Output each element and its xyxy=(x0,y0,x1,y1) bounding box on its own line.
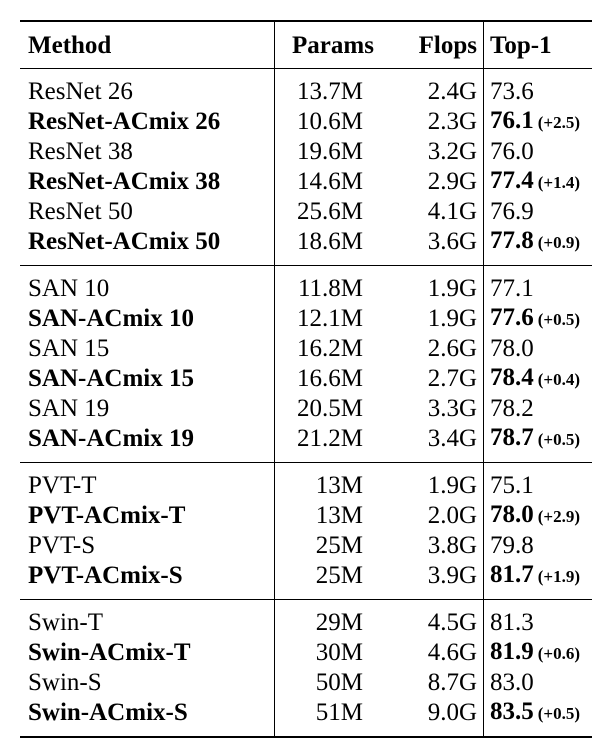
top1-value: 77.1 xyxy=(490,275,534,302)
method-cell: ResNet-ACmix 26 xyxy=(28,108,221,135)
flops-cell: 3.6G xyxy=(427,228,477,255)
params-cell: 21.2M xyxy=(275,423,392,463)
table-row xyxy=(20,166,592,197)
params-cell: 50M xyxy=(275,668,392,697)
top1-gain: (+2.5) xyxy=(537,113,581,132)
flops-cell: 3.4G xyxy=(427,425,477,452)
method-cell: ResNet-ACmix 38 xyxy=(28,168,221,195)
header-params: Params xyxy=(275,21,392,69)
results-table xyxy=(20,20,592,738)
flops-cell: 2.3G xyxy=(427,108,477,135)
flops-cell: 3.2G xyxy=(427,138,477,165)
params-cell: 19.6M xyxy=(275,137,392,166)
table-row xyxy=(20,600,592,638)
params-cell: 13M xyxy=(275,463,392,501)
method-cell: PVT-T xyxy=(20,463,275,501)
header-top1: Top-1 xyxy=(484,21,593,69)
top1-value: 75.1 xyxy=(490,472,534,499)
table-body xyxy=(20,69,592,738)
method-cell: SAN-ACmix 15 xyxy=(28,365,194,392)
flops-cell: 1.9G xyxy=(391,463,484,501)
table-row xyxy=(20,226,592,266)
top1-cell xyxy=(484,560,593,600)
top1-value: 78.2 xyxy=(490,395,534,422)
top1-gain: (+1.4) xyxy=(537,173,581,192)
method-cell: PVT-ACmix-S xyxy=(28,562,183,589)
top1-gain: (+0.9) xyxy=(537,233,581,252)
table-row xyxy=(20,363,592,394)
params-cell: 18.6M xyxy=(275,226,392,266)
top1-value: 83.5 xyxy=(490,698,534,725)
flops-cell: 9.0G xyxy=(391,697,484,737)
method-cell: ResNet 26 xyxy=(20,69,275,107)
flops-cell: 2.6G xyxy=(427,335,477,362)
method-cell: ResNet 38 xyxy=(28,138,133,165)
top1-cell xyxy=(484,166,593,197)
top1-cell xyxy=(484,668,593,697)
header-method: Method xyxy=(20,21,275,69)
params-cell: 10.6M xyxy=(275,106,392,137)
top1-value: 81.9 xyxy=(490,638,534,665)
params-cell: 51M xyxy=(275,697,392,737)
method-cell: SAN-ACmix 10 xyxy=(28,305,194,332)
top1-value: 76.1 xyxy=(490,107,534,134)
params-cell: 13.7M xyxy=(275,69,392,107)
top1-cell xyxy=(484,637,593,668)
table-row xyxy=(20,531,592,560)
params-cell: 14.6M xyxy=(275,166,392,197)
flops-cell: 4.5G xyxy=(391,600,484,638)
flops-cell: 3.8G xyxy=(427,532,477,559)
top1-cell xyxy=(484,363,593,394)
top1-value: 77.8 xyxy=(490,227,534,254)
top1-value: 77.4 xyxy=(490,167,534,194)
top1-gain: (+1.9) xyxy=(537,567,581,586)
top1-value: 83.0 xyxy=(490,669,534,696)
params-cell: 16.6M xyxy=(275,363,392,394)
top1-gain: (+2.9) xyxy=(537,507,581,526)
table-row xyxy=(20,637,592,668)
table-row xyxy=(20,463,592,501)
top1-cell xyxy=(484,531,593,560)
method-cell: SAN-ACmix 19 xyxy=(28,425,194,452)
flops-cell: 2.9G xyxy=(427,168,477,195)
top1-cell xyxy=(484,463,593,501)
method-cell: Swin-ACmix-S xyxy=(20,697,275,737)
method-cell: Swin-T xyxy=(20,600,275,638)
top1-gain: (+0.5) xyxy=(537,310,581,329)
top1-cell xyxy=(484,137,593,166)
top1-cell xyxy=(484,106,593,137)
params-cell: 30M xyxy=(275,637,392,668)
params-cell: 25M xyxy=(275,560,392,600)
top1-value: 76.9 xyxy=(490,198,534,225)
top1-cell xyxy=(484,197,593,226)
params-cell: 20.5M xyxy=(275,394,392,423)
top1-cell xyxy=(484,600,593,638)
top1-value: 81.3 xyxy=(490,609,534,636)
flops-cell: 4.1G xyxy=(427,198,477,225)
top1-gain: (+0.5) xyxy=(537,430,581,449)
method-cell: ResNet-ACmix 50 xyxy=(28,228,221,255)
top1-value: 79.8 xyxy=(490,532,534,559)
params-cell: 25.6M xyxy=(275,197,392,226)
table-row xyxy=(20,106,592,137)
top1-gain: (+0.4) xyxy=(537,370,581,389)
params-cell: 12.1M xyxy=(275,303,392,334)
params-cell: 16.2M xyxy=(275,334,392,363)
table-row xyxy=(20,303,592,334)
top1-value: 73.6 xyxy=(490,78,534,105)
top1-value: 78.4 xyxy=(490,364,534,391)
flops-cell: 2.4G xyxy=(391,69,484,107)
top1-cell xyxy=(484,500,593,531)
flops-cell: 2.7G xyxy=(427,365,477,392)
flops-cell: 1.9G xyxy=(391,266,484,304)
table-row xyxy=(20,500,592,531)
params-cell: 11.8M xyxy=(275,266,392,304)
top1-cell xyxy=(484,394,593,423)
method-cell: Swin-S xyxy=(28,669,102,696)
top1-value: 78.0 xyxy=(490,335,534,362)
top1-value: 77.6 xyxy=(490,304,534,331)
top1-value: 76.0 xyxy=(490,138,534,165)
table-row xyxy=(20,266,592,304)
table-row xyxy=(20,137,592,166)
top1-cell xyxy=(484,69,593,107)
top1-cell xyxy=(484,266,593,304)
params-cell: 25M xyxy=(275,531,392,560)
top1-gain: (+0.5) xyxy=(537,704,581,723)
top1-cell xyxy=(484,226,593,266)
flops-cell: 3.9G xyxy=(427,562,477,589)
top1-cell xyxy=(484,423,593,463)
params-cell: 13M xyxy=(275,500,392,531)
method-cell: SAN 15 xyxy=(28,335,110,362)
method-cell: PVT-S xyxy=(28,532,96,559)
method-cell: ResNet 50 xyxy=(28,198,133,225)
top1-value: 78.0 xyxy=(490,501,534,528)
method-cell: SAN 19 xyxy=(28,395,110,422)
top1-cell xyxy=(484,697,593,737)
table-row xyxy=(20,197,592,226)
method-cell: PVT-ACmix-T xyxy=(28,502,186,529)
table-row xyxy=(20,394,592,423)
flops-cell: 1.9G xyxy=(427,305,477,332)
header-flops: Flops xyxy=(391,21,484,69)
table-row xyxy=(20,423,592,463)
params-cell: 29M xyxy=(275,600,392,638)
table-row xyxy=(20,560,592,600)
table-row xyxy=(20,697,592,737)
flops-cell: 4.6G xyxy=(427,639,477,666)
flops-cell: 3.3G xyxy=(427,395,477,422)
table-row xyxy=(20,69,592,107)
method-cell: Swin-ACmix-T xyxy=(28,639,191,666)
top1-gain: (+0.6) xyxy=(537,644,581,663)
header-row xyxy=(20,21,592,69)
table-row xyxy=(20,668,592,697)
method-cell: SAN 10 xyxy=(20,266,275,304)
table-row xyxy=(20,334,592,363)
top1-cell xyxy=(484,303,593,334)
flops-cell: 2.0G xyxy=(427,502,477,529)
top1-value: 78.7 xyxy=(490,424,534,451)
flops-cell: 8.7G xyxy=(427,669,477,696)
top1-cell xyxy=(484,334,593,363)
top1-value: 81.7 xyxy=(490,561,534,588)
